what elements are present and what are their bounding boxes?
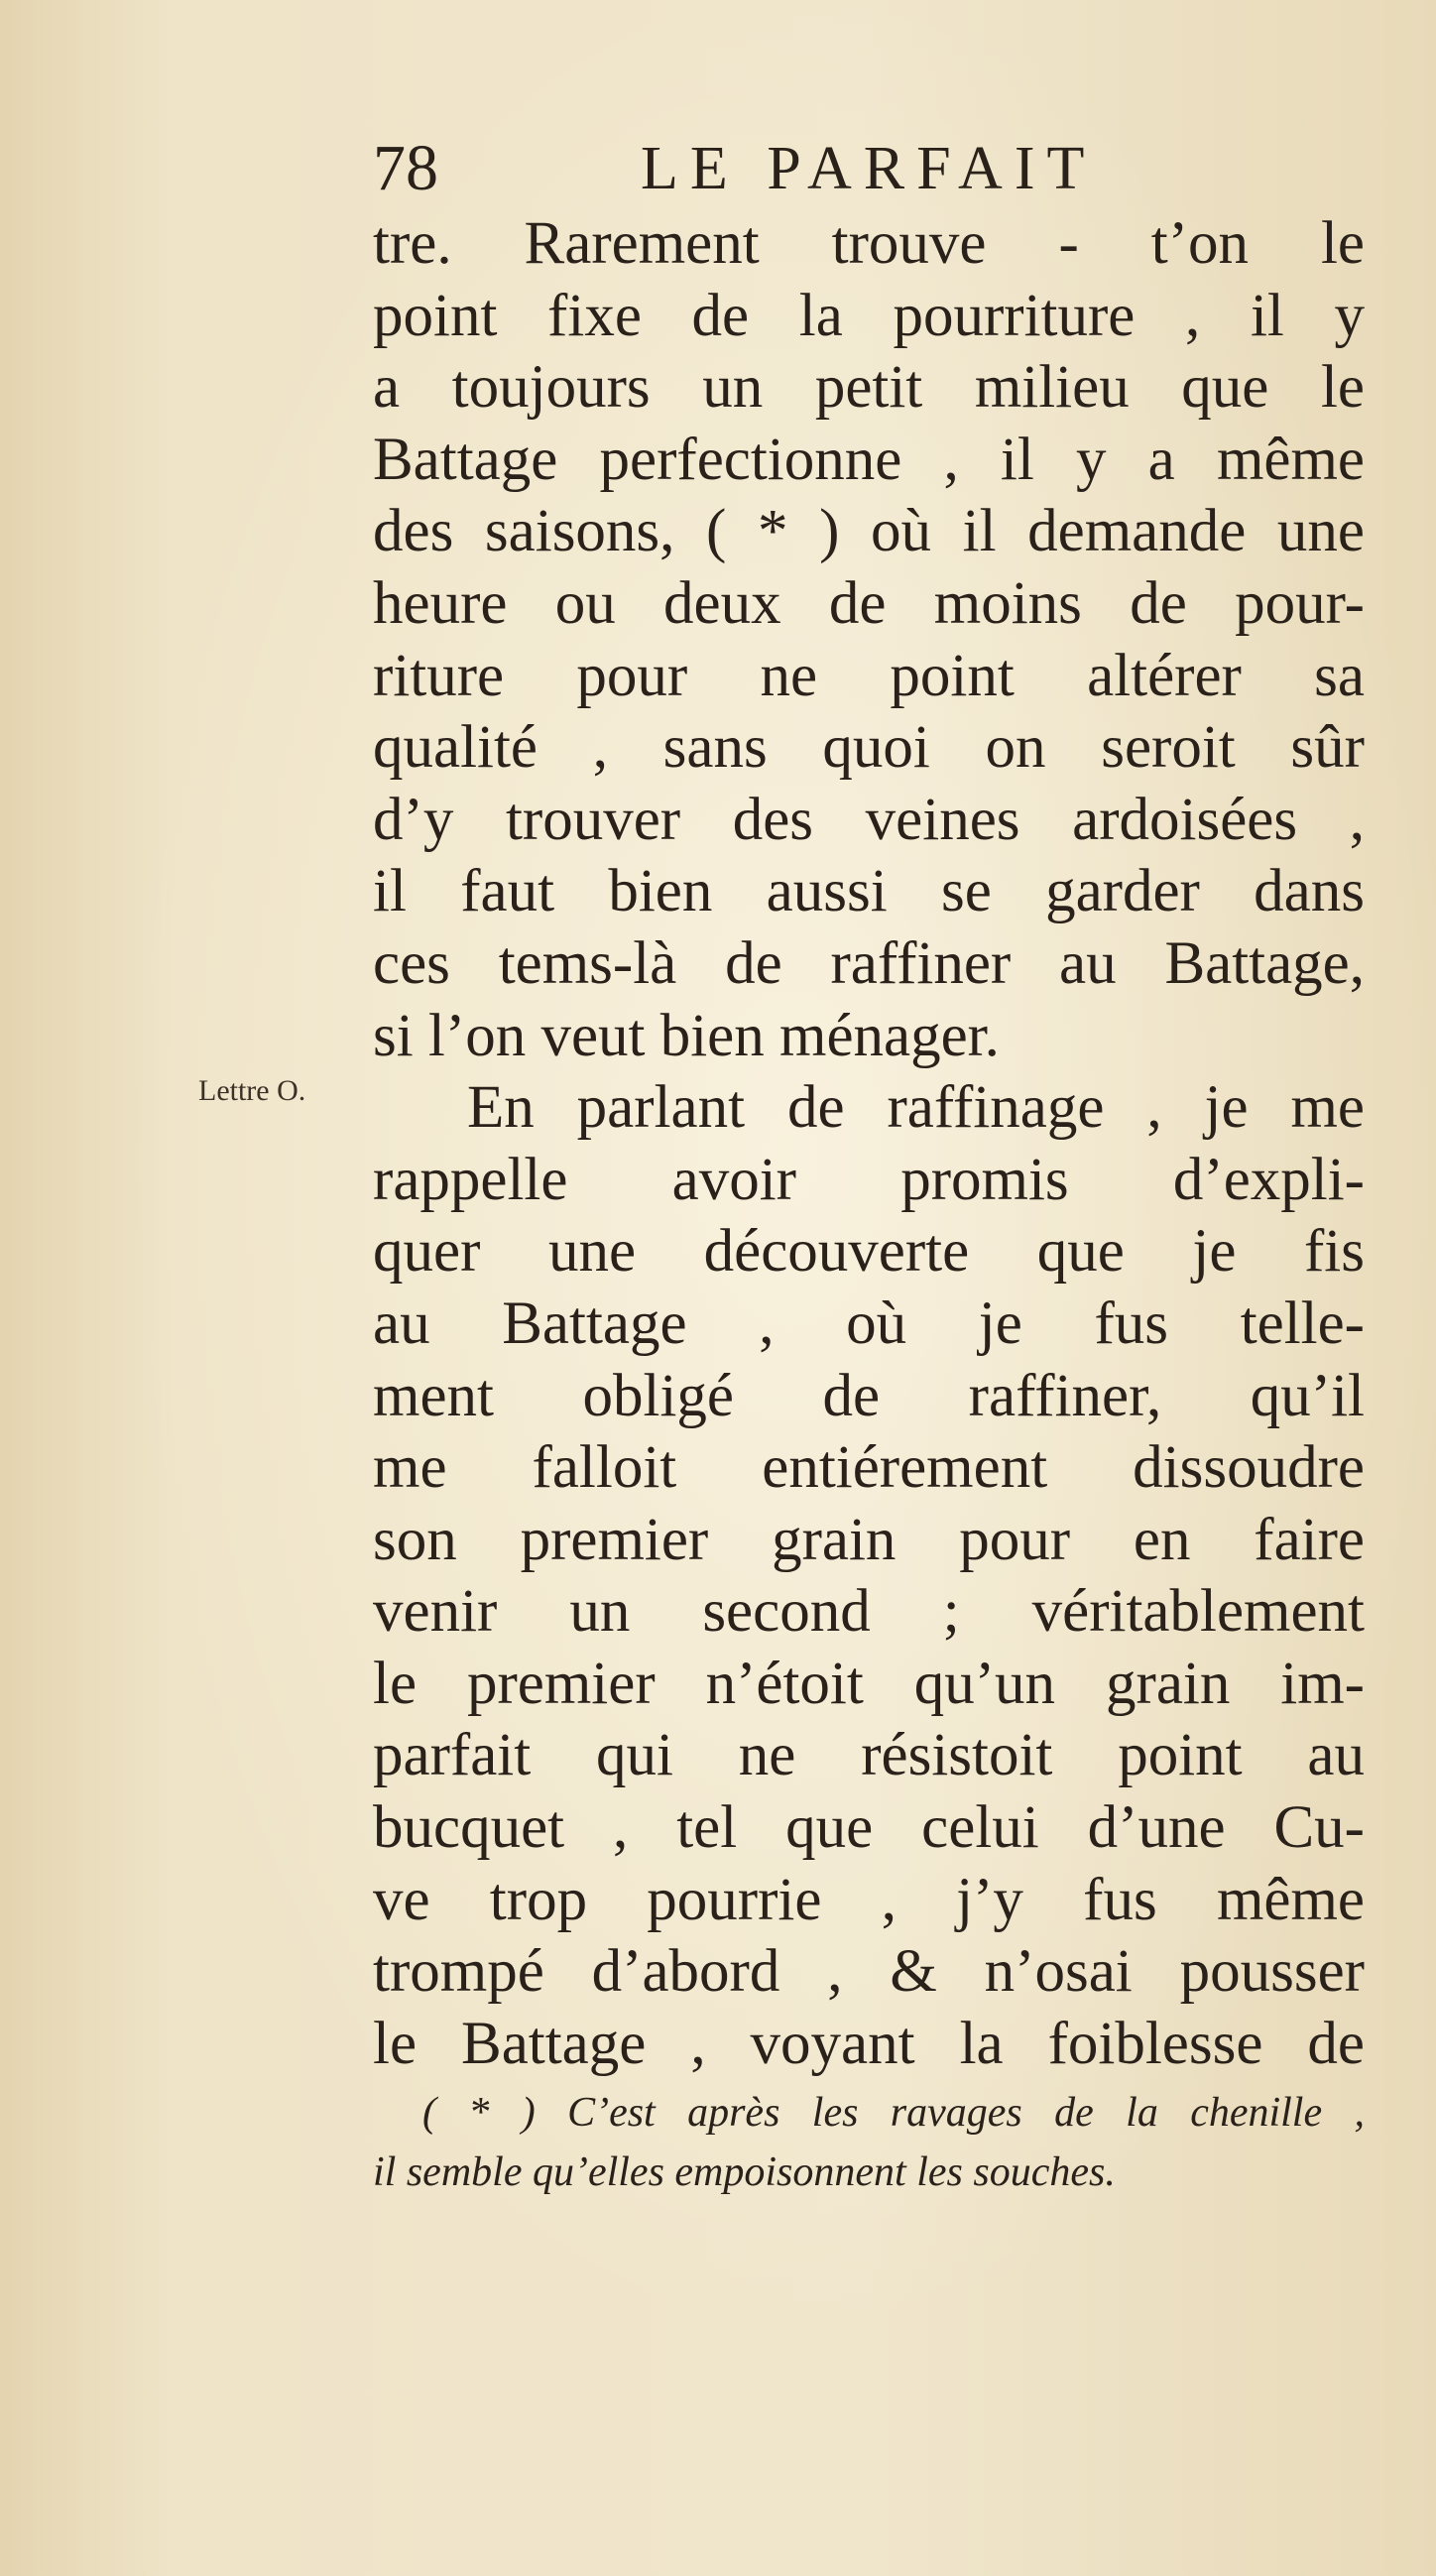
text-line: des saisons, ( * ) où il demande une — [373, 498, 1365, 565]
text-line: ces tems-là de raffiner au Battage, — [373, 929, 1365, 997]
page-number: 78 — [373, 132, 438, 204]
text-line: heure ou deux de moins de pour- — [373, 569, 1365, 637]
page-header — [373, 129, 1365, 208]
text-line: son premier grain pour en faire — [373, 1506, 1365, 1573]
text-line: ment obligé de raffiner, qu’il — [373, 1362, 1365, 1429]
text-line: si l’on veut bien ménager. — [373, 1002, 1000, 1069]
text-line: tre. Rarement trouve - t’on le — [373, 210, 1365, 277]
footnote-line: ( * ) C’est après les ravages de la chenille , — [422, 2090, 1365, 2136]
text-line: quer une découverte que je fis — [373, 1218, 1365, 1286]
footnote-line: il semble qu’elles empoisonnent les souches. — [373, 2149, 1116, 2195]
text-line: riture pour ne point altérer sa — [373, 642, 1365, 709]
text-line: Battage perfectionne , il y a même — [373, 426, 1365, 493]
text-line: le premier n’étoit qu’un grain im- — [373, 1650, 1365, 1717]
footnote — [373, 2083, 1365, 2202]
text-line: il faut bien aussi se garder dans — [373, 858, 1365, 925]
text-line: qualité , sans quoi on seroit sûr — [373, 714, 1365, 782]
text-line: ve trop pourrie , j’y fus même — [373, 1866, 1365, 1933]
text-line: le Battage , voyant la foiblesse de — [373, 2010, 1365, 2077]
text-line: a toujours un petit milieu que le — [373, 354, 1365, 422]
running-title: LE PARFAIT — [641, 135, 1097, 202]
text-line: au Battage , où je fus telle- — [373, 1289, 1365, 1357]
text-line: me falloit entiérement dissoudre — [373, 1434, 1365, 1502]
text-line: venir un second ; véritablement — [373, 1578, 1365, 1646]
text-line: En parlant de raffinage , je me — [467, 1074, 1365, 1142]
body-text — [373, 208, 1365, 2080]
text-line: d’y trouver des veines ardoisées , — [373, 786, 1365, 853]
text-line: parfait qui ne résistoit point au — [373, 1722, 1365, 1789]
text-line: bucquet , tel que celui d’une Cu- — [373, 1794, 1365, 1862]
text-line: rappelle avoir promis d’expli- — [373, 1146, 1365, 1213]
text-line: point fixe de la pourriture , il y — [373, 282, 1365, 349]
text-line: trompé d’abord , & n’osai pousser — [373, 1938, 1365, 2006]
margin-note: Lettre O. — [198, 1074, 306, 1107]
